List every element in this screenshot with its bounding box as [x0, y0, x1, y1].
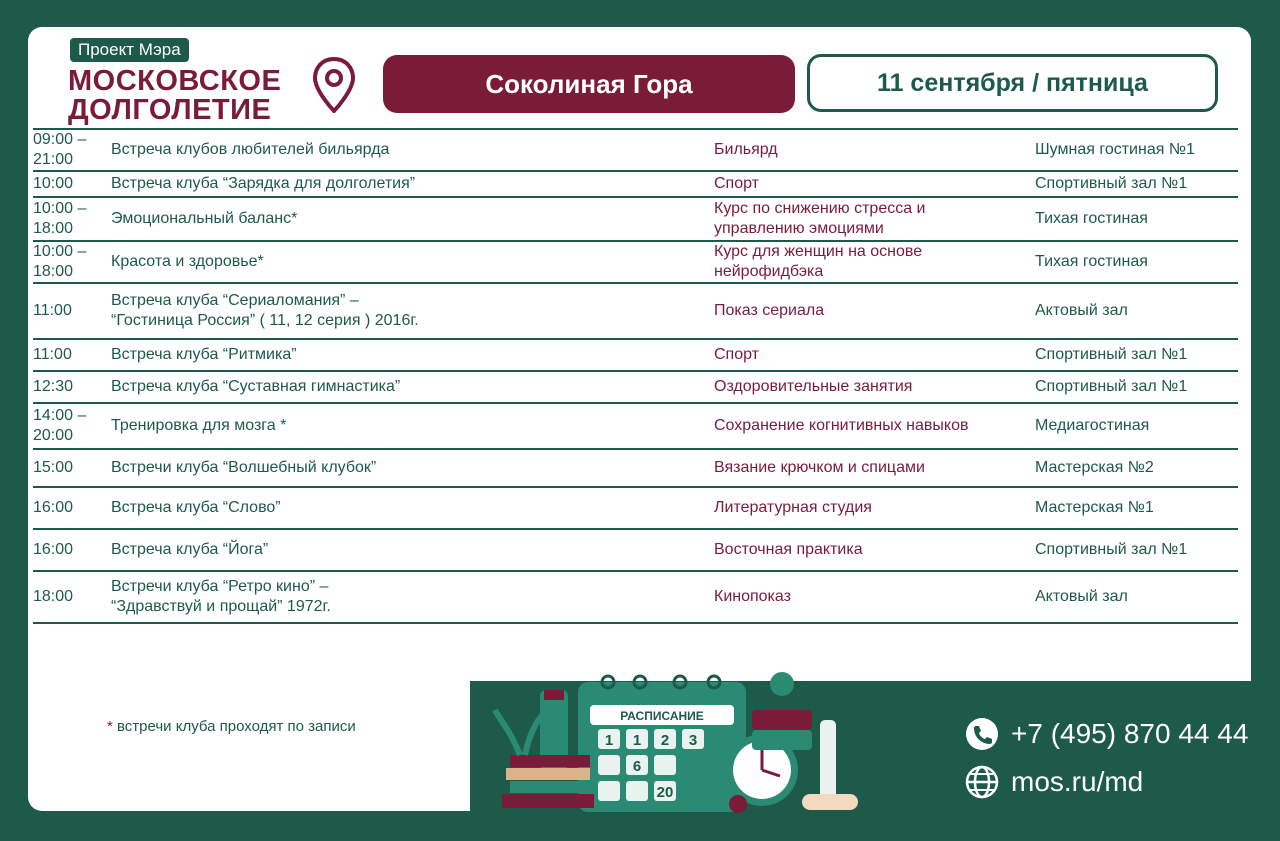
phone-number: +7 (495) 870 44 44	[1011, 718, 1249, 749]
type-cell: Курс по снижению стресса и управлению эмоциями	[714, 200, 926, 237]
calendar-number: 1	[604, 732, 614, 749]
brand-line2: ДОЛГОЛЕТИЕ	[68, 94, 272, 126]
event-cell: Встреча клуба “Слово”	[111, 499, 281, 516]
time-cell: 12:30	[33, 378, 74, 395]
place-cell: Мастерская №1	[1035, 499, 1154, 516]
location-pin-icon	[313, 57, 355, 113]
place-cell: Спортивный зал №1	[1035, 346, 1188, 363]
table-row	[33, 340, 1238, 372]
event-cell: Встреча клуба “Йога”	[111, 541, 269, 558]
footnote	[107, 718, 356, 735]
phone-icon	[965, 717, 999, 751]
event-cell: Встреча клуба “Зарядка для долголетия”	[111, 175, 416, 192]
place-cell: Спортивный зал №1	[1035, 541, 1188, 558]
date-title: 11 сентября / пятница	[807, 54, 1218, 112]
table-row	[33, 284, 1238, 340]
calendar-label: РАСПИСАНИЕ	[620, 709, 704, 723]
type-cell: Восточная практика	[714, 541, 863, 558]
type-cell: Литературная студия	[714, 499, 872, 516]
time-cell: 16:00	[33, 499, 74, 516]
location-title: Соколиная Гора	[383, 55, 795, 113]
place-cell: Шумная гостиная №1	[1035, 141, 1195, 158]
time-cell: 10:00 – 18:00	[33, 243, 87, 280]
place-cell: Мастерская №2	[1035, 459, 1154, 476]
calendar-number: 20	[656, 784, 674, 801]
table-row	[33, 242, 1238, 284]
calendar-number: 3	[688, 732, 698, 749]
type-cell: Спорт	[714, 346, 759, 363]
time-cell: 11:00	[33, 302, 72, 319]
phone-contact[interactable]	[965, 717, 1248, 751]
place-cell: Актовый зал	[1035, 302, 1128, 319]
event-cell: Эмоциональный баланс*	[111, 210, 298, 227]
table-row	[33, 172, 1238, 198]
time-cell: 09:00 – 21:00	[33, 131, 87, 168]
time-cell: 18:00	[33, 588, 74, 605]
event-cell: Встреча клуба “Ритмика”	[111, 346, 297, 363]
table-row	[33, 572, 1238, 624]
place-cell: Тихая гостиная	[1035, 210, 1148, 227]
event-cell: Встреча клуба “Сериаломания” – “Гостиница Россия” ( 11, 12 серия ) 2016г.	[111, 292, 419, 329]
event-cell: Встреча клуба “Суставная гимнастика”	[111, 378, 401, 395]
time-cell: 11:00	[33, 346, 72, 363]
type-cell: Кинопоказ	[714, 588, 791, 605]
event-cell: Тренировка для мозга *	[111, 417, 287, 434]
website-contact[interactable]	[965, 765, 1143, 799]
event-cell: Встречи клуба “Ретро кино” – “Здравствуй и прощай” 1972г.	[111, 578, 331, 615]
globe-icon	[965, 765, 999, 799]
type-cell: Спорт	[714, 175, 759, 192]
calendar-number: 2	[660, 732, 670, 749]
project-badge: Проект Мэра	[70, 38, 189, 62]
place-cell: Актовый зал	[1035, 588, 1128, 605]
calendar-number: 6	[632, 758, 642, 775]
table-row	[33, 198, 1238, 242]
time-cell: 10:00	[33, 175, 74, 192]
table-row	[33, 372, 1238, 404]
place-cell: Медиагостиная	[1035, 417, 1150, 434]
event-cell: Красота и здоровье*	[111, 253, 264, 270]
brand-line1: МОСКОВСКОЕ	[68, 65, 282, 97]
type-cell: Бильярд	[714, 141, 778, 158]
brand-logo	[68, 67, 281, 125]
schedule-table	[33, 128, 1238, 624]
footnote-text: встречи клуба проходят по записи	[112, 718, 356, 735]
type-cell: Курс для женщин на основе нейрофидбэка	[714, 243, 923, 280]
place-cell: Спортивный зал №1	[1035, 175, 1188, 192]
table-row	[33, 404, 1238, 450]
event-cell: Встреча клубов любителей бильярда	[111, 141, 390, 158]
type-cell: Показ сериала	[714, 302, 825, 319]
time-cell: 15:00	[33, 459, 74, 476]
table-row	[33, 450, 1238, 488]
website-url: mos.ru/md	[1011, 766, 1144, 797]
place-cell: Спортивный зал №1	[1035, 378, 1188, 395]
type-cell: Вязание крючком и спицами	[714, 459, 925, 476]
schedule-illustration	[480, 660, 880, 820]
time-cell: 14:00 – 20:00	[33, 407, 87, 444]
table-row	[33, 128, 1238, 172]
table-row	[33, 530, 1238, 572]
time-cell: 10:00 – 18:00	[33, 200, 87, 237]
calendar-number: 1	[632, 732, 642, 749]
type-cell: Сохранение когнитивных навыков	[714, 417, 969, 434]
time-cell: 16:00	[33, 541, 74, 558]
type-cell: Оздоровительные занятия	[714, 378, 913, 395]
place-cell: Тихая гостиная	[1035, 253, 1148, 270]
event-cell: Встречи клуба “Волшебный клубок”	[111, 459, 377, 476]
footnote-star: *	[107, 718, 113, 735]
table-row	[33, 488, 1238, 530]
